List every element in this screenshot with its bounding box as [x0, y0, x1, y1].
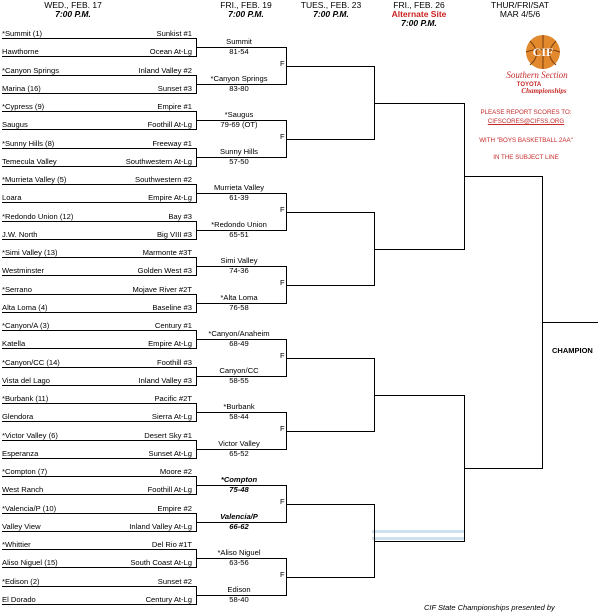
first-round-league: Big VIII #3 — [156, 230, 192, 239]
second-round-team: Edison — [227, 585, 251, 594]
logo-toyota-text: TOYOTA — [516, 82, 542, 88]
second-round-score: 58-40 — [229, 595, 249, 604]
bracket-line — [2, 312, 196, 313]
bracket-line — [2, 294, 196, 295]
header-fri19-time: 7:00 P.M. — [228, 9, 264, 19]
second-round-score: 63-56 — [229, 558, 249, 567]
bracket-line — [464, 176, 542, 177]
second-round-team: *Alta Loma — [220, 293, 258, 302]
first-round-league: Baseline #3 — [152, 303, 192, 312]
bracket-line — [464, 468, 542, 469]
first-round-team: Westminster — [2, 266, 45, 275]
bracket-line — [2, 476, 196, 477]
bracket-line — [2, 440, 196, 441]
first-round-league: Sunkist #1 — [156, 29, 192, 38]
highlight-line — [372, 530, 464, 533]
bracket-line — [286, 358, 374, 359]
highlight-line — [372, 537, 464, 540]
bracket-line — [2, 604, 196, 605]
first-round-league: Marmonte #3T — [142, 248, 192, 257]
first-round-team: Valley View — [2, 522, 41, 531]
f-label: F — [280, 351, 285, 360]
first-round-league: Freeway #1 — [152, 139, 192, 148]
bracket-line — [2, 421, 196, 422]
logo-southern-section-text: Southern Section — [506, 70, 568, 80]
bracket-line — [286, 577, 374, 578]
first-round-league: Bay #3 — [168, 212, 192, 221]
bracket-line — [286, 212, 374, 213]
first-round-league: South Coast At-Lg — [130, 558, 192, 567]
bracket-line — [2, 221, 196, 222]
f-label: F — [280, 570, 285, 579]
first-round-team: *Victor Valley (6) — [2, 431, 58, 440]
first-round-league: Desert Sky #1 — [144, 431, 192, 440]
bracket-line — [374, 249, 464, 250]
first-round-league: Southwestern At-Lg — [125, 157, 192, 166]
bracket-line — [2, 567, 196, 568]
header-tue23-time: 7:00 P.M. — [313, 9, 349, 19]
header-final — [470, 1, 570, 19]
header-wed-day: WED., FEB. 17 — [44, 0, 102, 10]
first-round-team: West Ranch — [2, 485, 44, 494]
f-label: F — [280, 424, 285, 433]
bracket-line — [2, 257, 196, 258]
second-round-team: Canyon/CC — [219, 366, 259, 375]
first-round-league: Sunset #2 — [157, 577, 192, 586]
first-round-league: Empire At-Lg — [148, 193, 192, 202]
second-round-score: 61-39 — [229, 193, 249, 202]
first-round-team: *Serrano — [2, 285, 32, 294]
f-label: F — [280, 132, 285, 141]
second-round-team: Murrieta Valley — [213, 183, 265, 192]
header-fri19-day: FRI., FEB. 19 — [220, 0, 272, 10]
first-round-team: *Canyon Springs — [2, 66, 59, 75]
bracket-line — [2, 385, 196, 386]
bracket-line — [2, 348, 196, 349]
bracket-line — [2, 275, 196, 276]
first-round-league: Empire #1 — [157, 102, 192, 111]
bracket-line — [2, 494, 196, 495]
bracket-line — [2, 403, 196, 404]
first-round-league: Ocean At-Lg — [149, 47, 192, 56]
header-fri19 — [196, 1, 296, 19]
second-round-score: 66-62 — [229, 522, 249, 531]
bracket-line — [286, 66, 374, 67]
bracket-line — [374, 395, 464, 396]
f-label: F — [280, 278, 285, 287]
second-round-score: 74-36 — [229, 266, 249, 275]
second-round-team: *Redondo Union — [211, 220, 267, 229]
first-round-league: Pacific #2T — [154, 394, 192, 403]
bracket-line — [286, 431, 374, 432]
first-round-team: *Sunny Hills (8) — [2, 139, 55, 148]
second-round-score: 57-50 — [229, 157, 249, 166]
first-round-league: Century At-Lg — [145, 595, 192, 604]
first-round-league: Empire At-Lg — [148, 339, 192, 348]
first-round-team: Alta Loma (4) — [2, 303, 48, 312]
footer-text: CIF State Championships presented by — [424, 603, 555, 612]
first-round-league: Sunset #3 — [157, 84, 192, 93]
first-round-team: El Dorado — [2, 595, 36, 604]
header-tue23-day: TUES., FEB. 23 — [300, 0, 362, 10]
first-round-league: Moore #2 — [159, 467, 192, 476]
second-round-team: Sunny Hills — [220, 147, 258, 156]
logo-championships-text: Championships — [521, 87, 567, 94]
first-round-league: Sunset At-Lg — [148, 449, 192, 458]
f-label: F — [280, 59, 285, 68]
bracket-line — [2, 166, 196, 167]
first-round-league: Foothill #3 — [156, 358, 192, 367]
first-round-league: Sierra At-Lg — [151, 412, 192, 421]
bracket-line — [542, 322, 598, 323]
f-label: F — [280, 497, 285, 506]
header-tue23 — [286, 1, 376, 19]
second-round-score: 68-49 — [229, 339, 249, 348]
first-round-team: *Simi Valley (13) — [2, 248, 58, 257]
bracket-line — [374, 103, 464, 104]
champion-label: CHAMPION — [552, 346, 593, 355]
first-round-team: *Canyon/CC (14) — [2, 358, 60, 367]
first-round-team: *Whittier — [2, 540, 31, 549]
second-round-team: *Canyon/Anaheim — [208, 329, 270, 338]
first-round-team: Vista del Lago — [2, 376, 50, 385]
first-round-team: *Canyon/A (3) — [2, 321, 50, 330]
first-round-league: Empire #2 — [157, 504, 192, 513]
bracket-line — [2, 56, 196, 57]
first-round-league: Foothill At-Lg — [147, 120, 192, 129]
header-fri26-day: FRI., FEB. 26 — [393, 0, 445, 10]
header-fri26-time: 7:00 P.M. — [401, 18, 437, 28]
second-round-score: 65-51 — [229, 230, 249, 239]
report-scores-line: PLEASE REPORT SCORES TO: — [480, 109, 572, 116]
first-round-team: *Burbank (11) — [2, 394, 49, 403]
bracket-line — [286, 139, 374, 140]
header-wed — [18, 1, 128, 19]
bracket-line — [2, 111, 196, 112]
first-round-league: Inland Valley At-Lg — [129, 522, 192, 531]
bracket-line — [2, 184, 196, 185]
first-round-team: *Edison (2) — [2, 577, 40, 586]
header-final-time: MAR 4/5/6 — [499, 9, 541, 19]
first-round-team: *Redondo Union (12) — [2, 212, 74, 221]
first-round-team: Esperanza — [2, 449, 39, 458]
bracket-line — [2, 75, 196, 76]
logo-cif-text: CIF — [532, 45, 554, 59]
header-fri26-alt: Alternate Site — [391, 9, 447, 19]
bracket-line — [2, 367, 196, 368]
first-round-team: Hawthorne — [2, 47, 39, 56]
header-wed-time: 7:00 P.M. — [55, 9, 91, 19]
bracket-line — [2, 330, 196, 331]
bracket-line — [2, 458, 196, 459]
second-round-team: Simi Valley — [220, 256, 258, 265]
first-round-league: Golden West #3 — [137, 266, 192, 275]
report-subject-line: WITH "BOYS BASKETBALL 2AA" — [479, 137, 573, 144]
second-round-score: 58-55 — [229, 376, 249, 385]
second-round-team: *Saugus — [224, 110, 254, 119]
first-round-team: Katella — [2, 339, 26, 348]
bracket-line — [286, 504, 374, 505]
second-round-score: 83-80 — [229, 84, 249, 93]
first-round-team: Glendora — [2, 412, 34, 421]
first-round-team: Marina (16) — [2, 84, 41, 93]
second-round-team: Victor Valley — [218, 439, 260, 448]
second-round-team: *Aliso Niguel — [217, 548, 261, 557]
header-final-day: THUR/FRI/SAT — [491, 0, 549, 10]
second-round-score: 81-54 — [229, 47, 249, 56]
first-round-team: Aliso Niguel (15) — [2, 558, 58, 567]
bracket-line — [2, 531, 196, 532]
first-round-league: Inland Valley #2 — [138, 66, 192, 75]
first-round-team: J.W. North — [2, 230, 38, 239]
first-round-league: Mojave River #2T — [132, 285, 192, 294]
second-round-team: *Canyon Springs — [210, 74, 268, 83]
first-round-team: *Cypress (9) — [2, 102, 45, 111]
bracket-line — [2, 148, 196, 149]
first-round-league: Century #1 — [154, 321, 192, 330]
bracket-line — [2, 129, 196, 130]
second-round-score: 79-69 (OT) — [220, 120, 258, 129]
bracket-line — [2, 202, 196, 203]
bracket-line — [2, 513, 196, 514]
second-round-score: 75-48 — [229, 485, 249, 494]
first-round-league: Inland Valley #3 — [138, 376, 192, 385]
bracket-line — [2, 239, 196, 240]
first-round-team: *Summit (1) — [2, 29, 43, 38]
first-round-team: *Valencia/P (10) — [2, 504, 57, 513]
header-fri26 — [374, 1, 464, 28]
first-round-team: *Compton (7) — [2, 467, 48, 476]
first-round-league: Foothill At-Lg — [147, 485, 192, 494]
first-round-team: Loara — [2, 193, 22, 202]
second-round-team: *Compton — [220, 475, 258, 484]
second-round-score: 58-44 — [229, 412, 249, 421]
bracket-line — [2, 93, 196, 94]
second-round-team: Valencia/P — [220, 512, 258, 521]
first-round-team: Saugus — [2, 120, 28, 129]
bracket-line — [2, 38, 196, 39]
f-label: F — [280, 205, 285, 214]
bracket-line — [286, 285, 374, 286]
bracket-line — [2, 549, 196, 550]
second-round-score: 65-52 — [229, 449, 249, 458]
second-round-team: Summit — [226, 37, 252, 46]
cif-southern-section-logo — [497, 34, 577, 94]
bracket-line — [2, 586, 196, 587]
first-round-team: Temecula Valley — [2, 157, 57, 166]
report-subject-note: IN THE SUBJECT LINE — [493, 154, 559, 161]
first-round-league: Del Rio #1T — [151, 540, 192, 549]
second-round-team: *Burbank — [223, 402, 255, 411]
first-round-league: Southwestern #2 — [135, 175, 192, 184]
report-email-link[interactable]: CIFSCORES@CIFSS.ORG — [487, 118, 565, 125]
first-round-team: *Murrieta Valley (5) — [2, 175, 67, 184]
second-round-score: 76-58 — [229, 303, 249, 312]
bracket-line — [374, 541, 464, 542]
